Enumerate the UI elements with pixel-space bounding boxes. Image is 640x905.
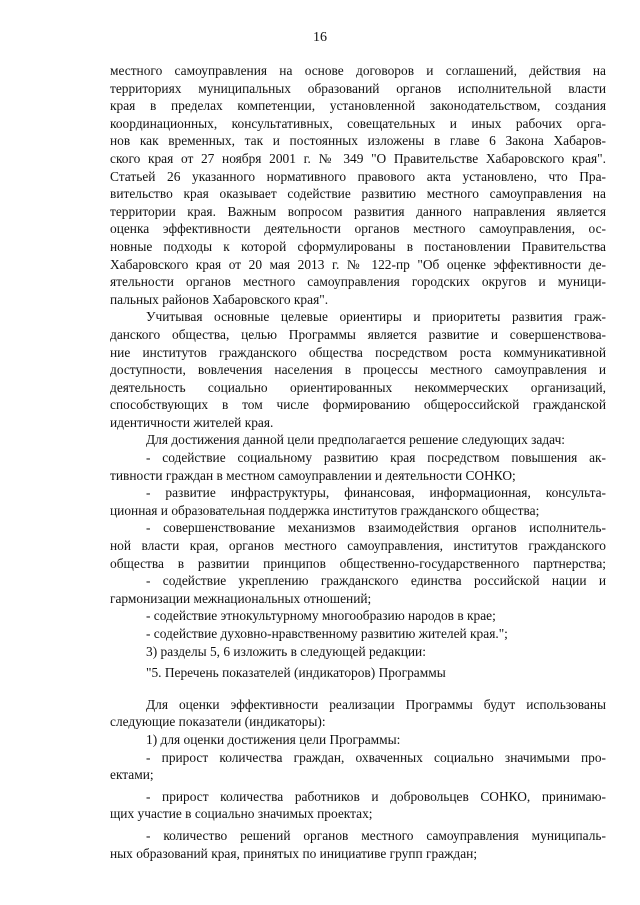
- text-line: ектами;: [110, 767, 154, 783]
- text-line: деятельность социально ориентированных некоммерческих организаций,: [110, 379, 606, 395]
- text-line: щих участие в социально значимых проектах;: [110, 806, 373, 822]
- text-line: - содействие духовно-нравственному развитию жителей края.";: [146, 626, 508, 641]
- text-line: общества в развитии принципов общественно-государственного партнерства;: [110, 555, 606, 571]
- text-line: координационных, консультативных, совещательных и иных рабочих орга-: [110, 115, 606, 131]
- text-line: ятельности органов местного самоуправления городских округов и муници-: [110, 274, 606, 290]
- text-line: - содействие укреплению гражданского единства российской нации и: [146, 573, 606, 589]
- text-line: - содействие этнокультурному многообразию народов в крае;: [146, 608, 496, 624]
- text-line: - прирост количества работников и добровольцев СОНКО, принимаю-: [146, 788, 606, 804]
- text-line: оценка эффективности деятельности органов местного самоуправления, ос-: [110, 221, 606, 237]
- text-line: нов как временных, так и постоянных изложены в главе 6 Закона Хабаров-: [110, 133, 606, 149]
- text-line: тивности граждан в местном самоуправлении и деятельности СОНКО;: [110, 467, 516, 483]
- text-line: новные подходы к которой сформулированы в постановлении Правительства: [110, 238, 606, 254]
- text-line: пальных районов Хабаровского края".: [110, 291, 329, 307]
- text-line: 1) для оценки достижения цели Программы:: [146, 731, 401, 747]
- text-line: доступности, вовлечения населения в процессы местного самоуправления и: [110, 362, 606, 378]
- text-line: местного самоуправления на основе договоров и соглашений, действия на: [110, 63, 606, 78]
- text-line: ционная и образовательная поддержка институтов гражданского общества;: [110, 502, 540, 518]
- text-line: Для достижения данной цели предполагается решение следующих задач:: [146, 432, 566, 448]
- text-line: способствующих в том числе формированию общероссийской гражданской: [110, 397, 606, 413]
- text-line: ной власти края, органов местного самоуправления, институтов гражданского: [110, 538, 606, 554]
- text-line: "5. Перечень показателей (индикаторов) Программы: [146, 665, 446, 681]
- text-line: - совершенствование механизмов взаимодействия органов исполнитель-: [146, 520, 606, 536]
- text-line: вительство края оказывает содействие развитию местного самоуправления на: [110, 186, 606, 202]
- text-line: Учитывая основные целевые ориентиры и приоритеты развития граж-: [146, 309, 606, 325]
- text-line: - содействие социальному развитию края посредством повышения ак-: [146, 450, 606, 466]
- text-line: ского края от 27 ноября 2001 г. № 349 "О Правительстве Хабаровского края".: [110, 150, 606, 166]
- text-line: - развитие инфраструктуры, финансовая, информационная, консульта-: [146, 485, 606, 501]
- text-line: ных образований края, принятых по инициативе групп граждан;: [110, 845, 478, 861]
- text-line: - прирост количества граждан, охваченных социально значимыми про-: [146, 749, 606, 765]
- text-line: края в пределах компетенции, установленной законодательством, создания: [110, 98, 606, 114]
- text-line: следующие показатели (индикаторы):: [110, 714, 326, 730]
- text-line: гармонизации межнациональных отношений;: [110, 590, 372, 606]
- text-line: идентичности жителей края.: [110, 414, 274, 430]
- text-line: территориях муниципальных образований органов исполнительной власти: [110, 80, 606, 96]
- text-line: Статьей 26 указанного нормативного правового акта установлено, что Пра-: [110, 168, 606, 184]
- text-line: Хабаровского края от 20 мая 2013 г. № 122-пр "Об оценке эффективности де-: [110, 256, 606, 272]
- text-line: ние институтов гражданского общества посредством роста коммуникативной: [110, 344, 606, 360]
- text-line: 3) разделы 5, 6 изложить в следующей редакции:: [146, 643, 426, 659]
- text-line: - количество решений органов местного самоуправления муниципаль-: [146, 827, 606, 843]
- document-body: [110, 62, 606, 862]
- text-line: территории края. Важным вопросом развития данного направления является: [110, 203, 606, 219]
- text-line: данского общества, целью Программы является развитие и совершенствова-: [110, 326, 606, 342]
- page-number: 16: [313, 30, 327, 45]
- text-line: Для оценки эффективности реализации Программы будут использованы: [146, 696, 606, 712]
